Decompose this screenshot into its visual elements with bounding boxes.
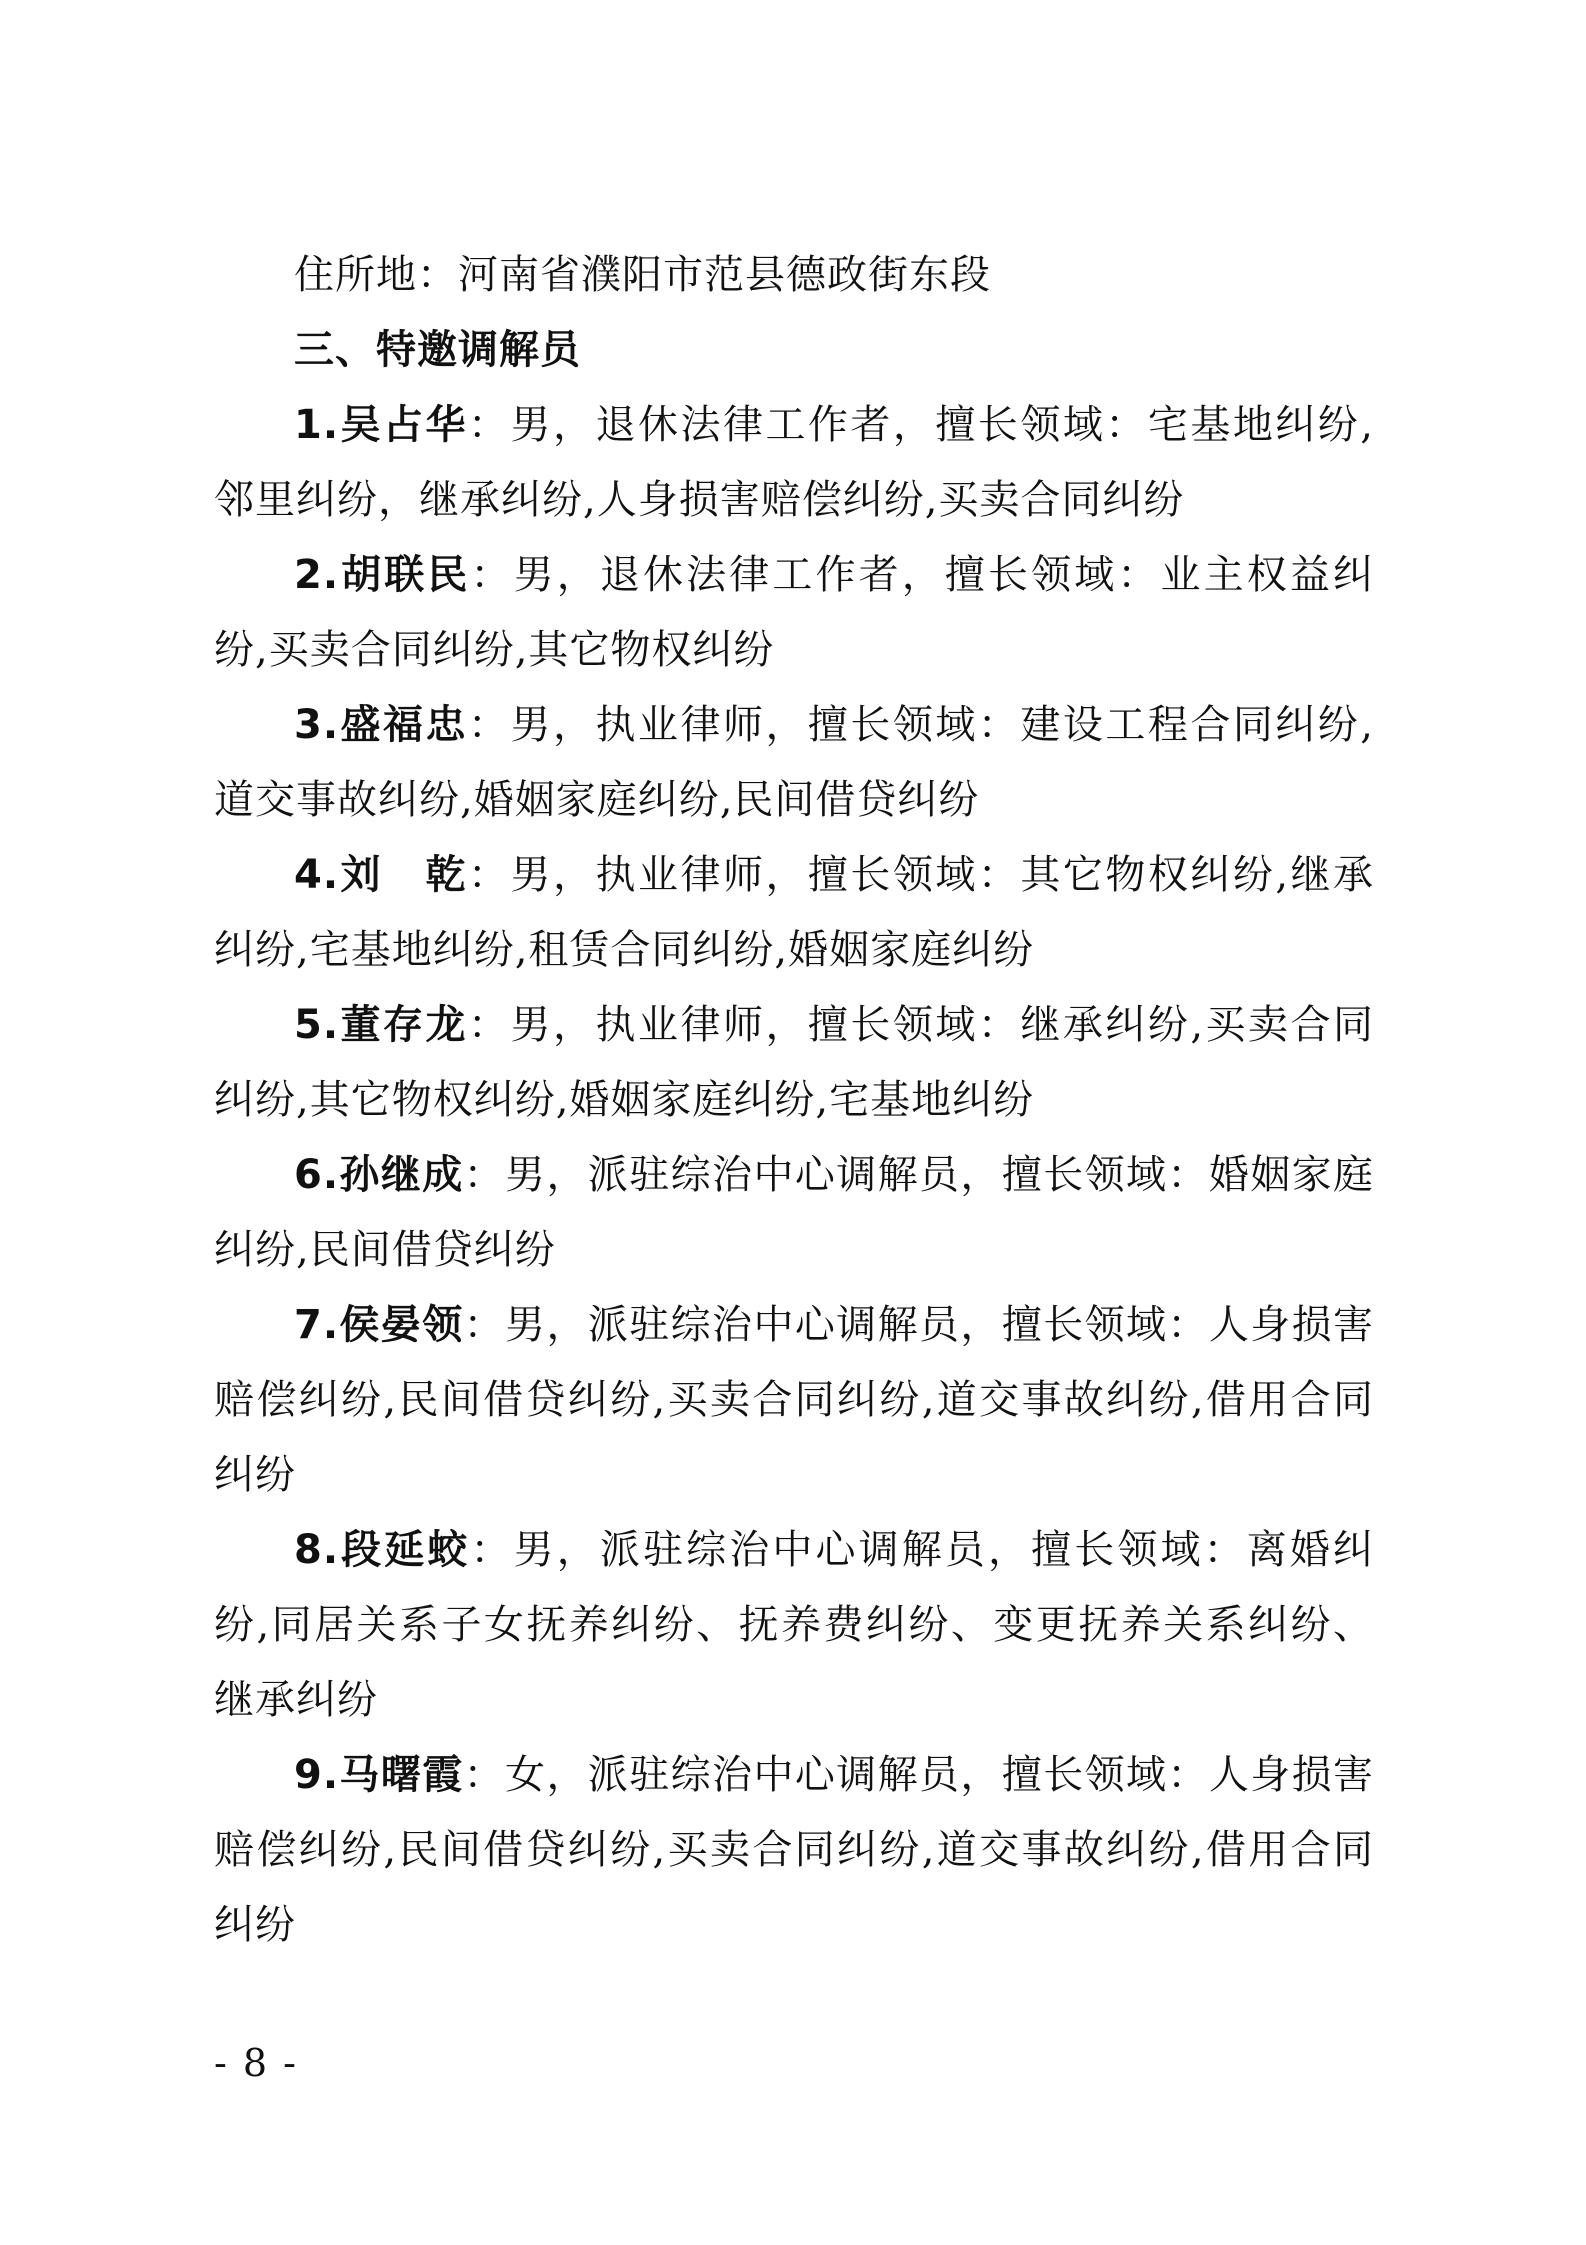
mediator-number: 6. bbox=[294, 1152, 340, 1198]
mediator-description: 男，执业律师，擅长领域：建设工程合同纠纷,道交事故纠纷,婚姻家庭纠纷,民间借贷纠纷 bbox=[214, 702, 1375, 823]
residence-label: 住所地： bbox=[294, 252, 458, 298]
mediator-number: 3. bbox=[294, 702, 340, 748]
mediator-name: 吴占华 bbox=[339, 402, 468, 448]
mediator-number: 2. bbox=[294, 552, 340, 598]
mediator-description: 男，退休法律工作者，擅长领域：业主权益纠纷,买卖合同纠纷,其它物权纠纷 bbox=[214, 552, 1375, 673]
residence-line bbox=[214, 238, 1374, 313]
mediator-name: 孙继成 bbox=[339, 1152, 464, 1198]
mediator-number: 9. bbox=[294, 1752, 340, 1798]
mediator-description: 男，执业律师，擅长领域：其它物权纠纷,继承纠纷,宅基地纠纷,租赁合同纠纷,婚姻家庭纠纷 bbox=[214, 852, 1375, 973]
mediator-number: 5. bbox=[294, 1002, 340, 1048]
mediator-colon: ： bbox=[468, 402, 511, 448]
mediator-name: 董存龙 bbox=[339, 1002, 468, 1048]
mediator-colon: ： bbox=[463, 1152, 506, 1198]
mediator-entry bbox=[214, 988, 1374, 1138]
mediator-entry bbox=[214, 1738, 1374, 1963]
mediator-name: 刘 乾 bbox=[339, 852, 468, 898]
page-number: - 8 - bbox=[214, 2041, 299, 2085]
mediator-name: 盛福忠 bbox=[339, 702, 468, 748]
mediator-name: 段延蛟 bbox=[339, 1527, 471, 1573]
mediator-colon: ： bbox=[468, 702, 511, 748]
body-text bbox=[214, 238, 1374, 1963]
mediator-colon: ： bbox=[463, 1302, 506, 1348]
section-title: 三、特邀调解员 bbox=[294, 327, 581, 373]
mediator-description: 男，派驻综治中心调解员，擅长领域：人身损害赔偿纠纷,民间借贷纠纷,买卖合同纠纷,道交事故纠纷,借用合同纠纷 bbox=[214, 1302, 1375, 1498]
mediator-number: 1. bbox=[294, 402, 340, 448]
residence-value: 河南省濮阳市范县德政街东段 bbox=[458, 252, 991, 298]
mediator-entry bbox=[214, 838, 1374, 988]
mediator-description: 男，派驻综治中心调解员，擅长领域：婚姻家庭纠纷,民间借贷纠纷 bbox=[214, 1152, 1375, 1273]
mediator-description: 男，退休法律工作者，擅长领域：宅基地纠纷,邻里纠纷，继承纠纷,人身损害赔偿纠纷,买卖合同纠纷 bbox=[214, 402, 1375, 523]
mediator-name: 马曙霞 bbox=[339, 1752, 464, 1798]
mediator-description: 女，派驻综治中心调解员，擅长领域：人身损害赔偿纠纷,民间借贷纠纷,买卖合同纠纷,道交事故纠纷,借用合同纠纷 bbox=[214, 1752, 1375, 1948]
mediator-colon: ： bbox=[468, 1002, 511, 1048]
mediator-name: 胡联民 bbox=[339, 552, 471, 598]
mediator-entry bbox=[214, 688, 1374, 838]
mediator-description: 男，派驻综治中心调解员，擅长领域：离婚纠纷,同居关系子女抚养纠纷、抚养费纠纷、变更抚养关系纠纷、继承纠纷 bbox=[214, 1527, 1375, 1723]
mediator-entry bbox=[214, 538, 1374, 688]
mediator-entry bbox=[214, 1138, 1374, 1288]
mediator-name: 侯晏领 bbox=[339, 1302, 464, 1348]
mediator-colon: ： bbox=[468, 852, 511, 898]
mediator-colon: ： bbox=[463, 1752, 506, 1798]
mediator-colon: ： bbox=[470, 552, 514, 598]
mediator-number: 7. bbox=[294, 1302, 340, 1348]
mediator-colon: ： bbox=[470, 1527, 514, 1573]
mediator-entry bbox=[214, 388, 1374, 538]
mediator-number: 4. bbox=[294, 852, 340, 898]
mediator-description: 男，执业律师，擅长领域：继承纠纷,买卖合同纠纷,其它物权纠纷,婚姻家庭纠纷,宅基地纠纷 bbox=[214, 1002, 1375, 1123]
mediator-entry bbox=[214, 1513, 1374, 1738]
mediator-number: 8. bbox=[294, 1527, 340, 1573]
mediator-entry bbox=[214, 1288, 1374, 1513]
